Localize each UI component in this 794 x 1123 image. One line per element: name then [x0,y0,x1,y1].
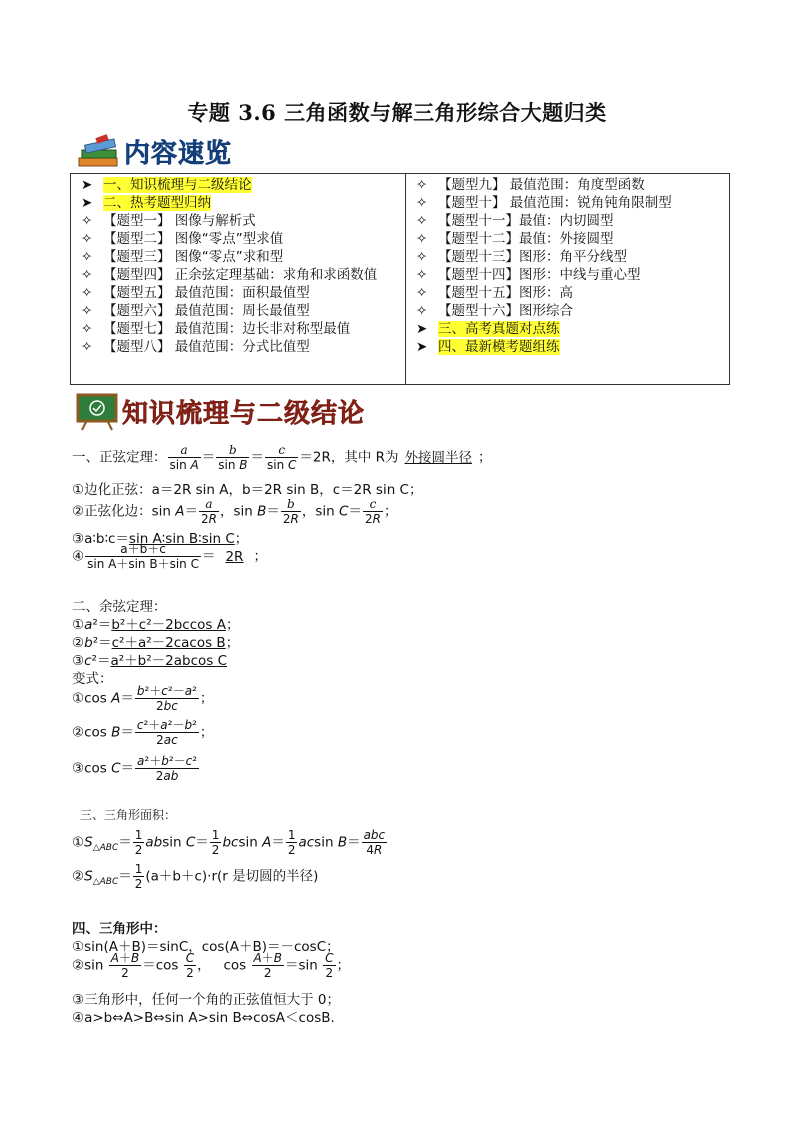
toc-item[interactable] [416,320,723,338]
arrow-bullet-icon: ➤ [416,321,428,337]
sine-law-item-1: ①边化正弦：a＝2R sin A，b＝2R sin B，c＝2R sin C； [72,482,423,498]
knowledge-title: 知识梳理与二级结论 [122,398,366,429]
sine-law-item-4-answer: 2R [225,548,244,565]
diamond-bullet-icon: ✧ [416,285,428,301]
diamond-bullet-icon: ✧ [81,303,93,319]
diamond-bullet-icon: ✧ [416,231,428,247]
toc-item-label: 【题型七】 最值范围：边长非对称型最值 [103,321,351,337]
triangle-fact-2: ②sin $\frac{A+B}{2}$ ＝cos $\frac{C}{2}$ ， cos $\frac{A+B}{2}$ ＝sin $\frac{C}{2}$ ； [72,951,350,980]
toc-item[interactable] [81,230,399,248]
cosine-law-item-2-answer: c²＋a²－2cacos B [111,635,226,651]
diamond-bullet-icon: ✧ [81,267,93,283]
toc-item[interactable] [81,176,399,194]
sine-law-item-2-head: ②正弦化边： [72,503,152,520]
toc-item-label: 四、最新模考题组练 [438,339,560,355]
area-formula-2-text: (a＋b＋c)·r(r 是切圆的半径) [145,868,319,885]
toc-item[interactable] [81,320,399,338]
toc-item-label: 【题型十三】图形：角平分线型 [438,249,627,265]
toc-item[interactable] [416,194,723,212]
toc-item[interactable] [416,338,723,356]
toc-item-label: 【题型四】 正余弦定理基础：求角和求函数值 [103,267,378,283]
triangle-fact-4: ④a>b⇔A>B⇔sin A>sin B⇔cosA＜cosB. [72,1010,335,1026]
toc-right-column [406,174,730,385]
toc-item[interactable] [416,176,723,194]
knowledge-banner [76,391,365,431]
triangle-fact-1: ①sin(A＋B)＝sinC，cos(A＋B)＝－cosC； [72,939,340,955]
toc-item[interactable] [81,302,399,320]
toc-item[interactable] [416,230,723,248]
diamond-bullet-icon: ✧ [81,285,93,301]
diamond-bullet-icon: ✧ [416,195,428,211]
page-title: 专题 3.6 三角函数与解三角形综合大题归类 [187,100,607,125]
arrow-bullet-icon: ➤ [416,339,428,355]
toc-item-label: 【题型十六】图形综合 [438,303,573,319]
sine-law-head: 一、正弦定理： [72,449,167,466]
toc-item-label: 【题型八】 最值范围：分式比值型 [103,339,310,355]
sine-law-item-3-answer: sin A∶sin B∶sin C [128,531,235,547]
arrow-bullet-icon: ➤ [81,195,93,211]
toc-item[interactable] [416,266,723,284]
books-icon [76,134,120,170]
toc-item-label: 【题型二】 图像“零点”型求值 [103,231,284,247]
diamond-bullet-icon: ✧ [416,249,428,265]
cosine-law-item-3-answer: a²＋b²－2abcos C [110,653,227,669]
toc-table [70,173,730,385]
triangle-facts-head: 四、三角形中： [72,921,167,937]
diamond-bullet-icon: ✧ [81,231,93,247]
arrow-bullet-icon: ➤ [81,177,93,193]
sine-law-item-4-denominator: sin A＋sin B＋sin C [87,557,199,571]
toc-item[interactable] [416,302,723,320]
toc-item[interactable] [81,284,399,302]
cosine-law-item-3: ③c²＝a²＋b²－2abcos C [72,653,227,669]
toc-item-label: 【题型一】 图像与解析式 [103,213,256,229]
sine-law-tail: ＝2R，其中 R为 [299,449,399,466]
toc-item-label: 三、高考真题对点练 [438,321,560,337]
diamond-bullet-icon: ✧ [416,213,428,229]
toc-item[interactable] [416,248,723,266]
toc-item-label: 【题型九】 最值范围：角度型函数 [438,177,645,193]
diamond-bullet-icon: ✧ [81,339,93,355]
toc-item-label: 【题型三】 图像“零点”求和型 [103,249,284,265]
area-formula-2: $②S_{\triangle ABC}=$ $\frac{1}{2}$ (a＋b＋c)·r(r 是切圆的半径) [72,862,319,891]
toc-item-label: 【题型十】 最值范围：锐角钝角限制型 [438,195,672,211]
content-overview-title: 内容速览 [124,139,233,169]
cosine-variant-1: ①cos A＝ $\frac{\text{b²＋c²－a²}}{2bc}$ ； [72,684,214,713]
diamond-bullet-icon: ✧ [416,303,428,319]
area-head: 三、三角形面积： [80,808,177,822]
cosine-variant-2: ②cos B＝ $\frac{\text{c²＋a²－b²}}{2ac}$ ； [72,718,214,747]
sine-law-item-2: ②正弦化边：sin A＝ $\frac{a}{2R}$ ，sin B＝ $\frac{b}{2R}$ ，sin C＝ $\frac{c}{2R}$ ； [72,497,398,526]
diamond-bullet-icon: ✧ [416,177,428,193]
cosine-law-head: 二、余弦定理： [72,599,167,615]
cosine-variants-head: 变式： [72,671,113,687]
toc-item[interactable] [416,212,723,230]
sine-law-item-3: ③a∶b∶c＝sin A∶sin B∶sin C； [72,531,249,547]
blackboard-icon [76,391,118,431]
toc-item-label: 【题型五】 最值范围：面积最值型 [103,285,310,301]
toc-item[interactable] [81,248,399,266]
sine-law-line: 一、正弦定理： $\frac{a}{\text{sin A}}$ ＝ $\frac{b}{\text{sin B}}$ ＝ $\frac{c}{\text{sin C}}$ ＝2R，其中 R为 外接圆半径 ； [72,443,492,472]
area-formula-1: $①S_{\triangle ABC}=$ $\frac{1}{2}$ absin C＝ $\frac{1}{2}$ bcsin A＝ $\frac{1}{2}$ acsin B＝ $\frac{\text{abc}}{4R}$ [72,828,386,857]
toc-item-label: 二、热考题型归纳 [103,195,211,211]
toc-item[interactable] [81,212,399,230]
toc-item-label: 【题型六】 最值范围：周长最值型 [103,303,310,319]
toc-item-label: 一、知识梳理与二级结论 [103,177,252,193]
toc-item[interactable] [81,266,399,284]
cosine-variant-3: ③cos C＝ $\frac{\text{a²＋b²－c²}}{2ab}$ [72,754,198,783]
sine-law-item-4: ④ $\frac{a+b+c}{\text{sin A＋sin B＋sin C}}$ ＝ 2R ； [72,542,267,571]
diamond-bullet-icon: ✧ [416,267,428,283]
toc-item[interactable] [81,194,399,212]
toc-left-column [71,174,406,385]
sine-law-blank: 外接圆半径 [404,449,473,466]
diamond-bullet-icon: ✧ [81,321,93,337]
diamond-bullet-icon: ✧ [81,249,93,265]
sine-law-item-4-numerator: a＋b＋c [85,542,201,557]
sine-law-item-3-head: ③a∶b∶c＝ [72,531,129,547]
cosine-law-item-1-answer: b²＋c²－2bccos A [111,617,226,633]
toc-item-label: 【题型十二】最值：外接圆型 [438,231,614,247]
toc-item-label: 【题型十四】图形：中线与重心型 [438,267,641,283]
triangle-fact-3: ③三角形中，任何一个角的正弦值恒大于 0； [72,992,340,1008]
toc-item[interactable] [81,338,399,356]
diamond-bullet-icon: ✧ [81,213,93,229]
cosine-law-item-1: ①a²＝b²＋c²－2bccos A； [72,617,240,633]
content-overview-banner [76,133,232,170]
toc-item-label: 【题型十五】图形：高 [438,285,573,301]
toc-item[interactable] [416,284,723,302]
cosine-law-item-2: ②b²＝c²＋a²－2cacos B； [72,635,240,651]
toc-item-label: 【题型十一】最值：内切圆型 [438,213,614,229]
